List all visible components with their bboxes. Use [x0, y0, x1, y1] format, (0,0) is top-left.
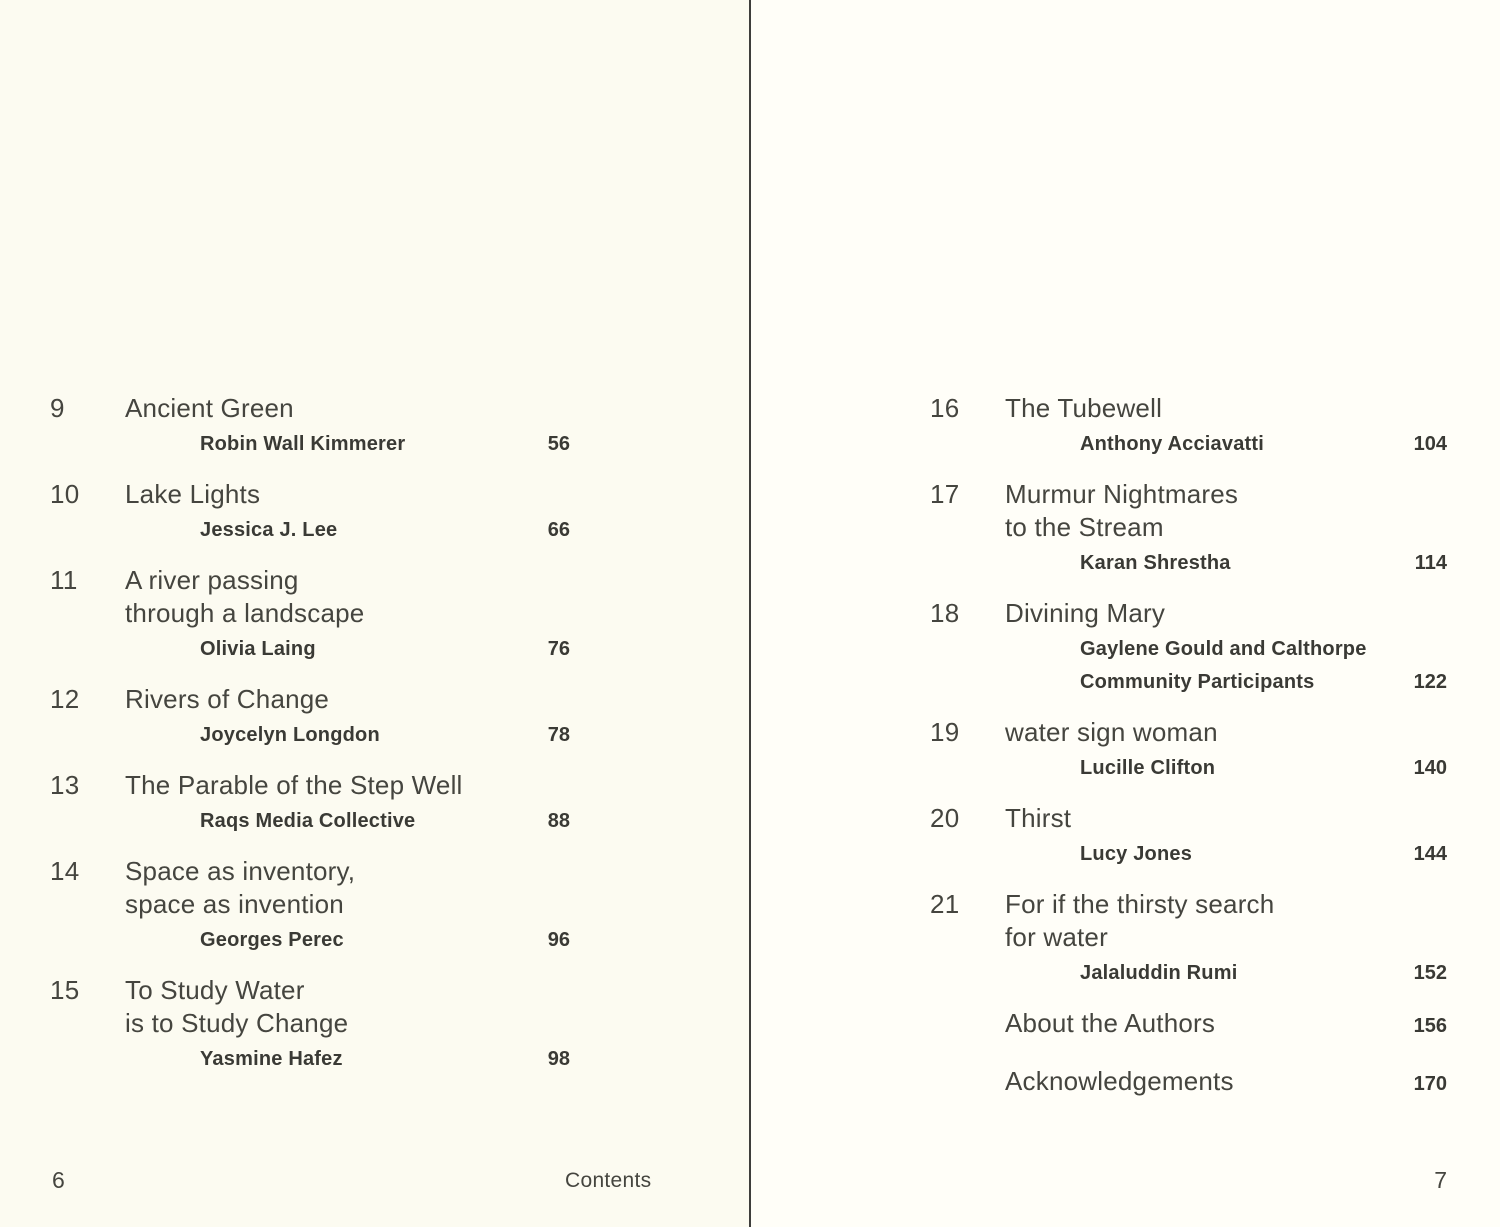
chapter-title: To Study Water — [125, 975, 305, 1005]
toc-extra-entry — [930, 1065, 1447, 1101]
toc-entry — [50, 392, 570, 461]
chapter-title: Lake Lights — [125, 479, 261, 509]
chapter-title: to the Stream — [1005, 512, 1164, 542]
toc-entry — [930, 392, 1447, 461]
chapter-author: Joycelyn Longdon — [200, 724, 380, 746]
chapter-author: Community Participants — [1080, 671, 1315, 693]
chapter-author: Karan Shrestha — [1080, 552, 1231, 574]
chapter-title: space as invention — [125, 889, 344, 919]
chapter-number: 14 — [50, 856, 80, 886]
chapter-page-reference: 88 — [547, 810, 570, 832]
chapter-number: 10 — [50, 479, 80, 509]
toc-entry — [50, 855, 570, 957]
contents-running-label: Contents — [565, 1169, 652, 1192]
chapter-page-reference: 152 — [1413, 962, 1447, 984]
chapter-author: Georges Perec — [200, 929, 344, 951]
chapter-author: Olivia Laing — [200, 638, 316, 660]
chapter-page-reference: 122 — [1413, 671, 1447, 693]
chapter-number: 9 — [50, 393, 65, 423]
toc-entry — [50, 769, 570, 838]
toc-entry — [50, 564, 570, 666]
chapter-number: 21 — [930, 889, 960, 919]
chapter-title: The Parable of the Step Well — [125, 770, 463, 800]
chapter-title: Divining Mary — [1005, 598, 1166, 628]
chapter-author: Raqs Media Collective — [200, 810, 416, 832]
section-title: About the Authors — [1005, 1008, 1216, 1038]
chapter-author: Yasmine Hafez — [200, 1048, 343, 1070]
chapter-page-reference: 98 — [547, 1048, 570, 1070]
chapter-author: Lucille Clifton — [1080, 757, 1216, 779]
chapter-title: Space as inventory, — [125, 856, 356, 886]
chapter-author: Jessica J. Lee — [200, 519, 338, 541]
chapter-title: For if the thirsty search — [1005, 889, 1275, 919]
toc-entry — [930, 802, 1447, 871]
chapter-author: Jalaluddin Rumi — [1080, 962, 1238, 984]
chapter-number: 12 — [50, 684, 80, 714]
chapter-page-reference: 66 — [547, 519, 570, 541]
chapter-number: 20 — [930, 803, 960, 833]
toc-entry — [50, 974, 570, 1076]
chapter-page-reference: 76 — [547, 638, 570, 660]
chapter-title: water sign woman — [1005, 717, 1218, 747]
chapter-title: Ancient Green — [125, 393, 294, 423]
left-page — [0, 0, 749, 1227]
chapter-author: Gaylene Gould and Calthorpe — [1080, 638, 1367, 660]
chapter-title: Thirst — [1005, 803, 1072, 833]
chapter-number: 11 — [50, 565, 78, 595]
chapter-page-reference: 104 — [1413, 433, 1447, 455]
toc-entry — [930, 716, 1447, 785]
chapter-author: Anthony Acciavatti — [1080, 433, 1265, 455]
toc-entry — [930, 478, 1447, 580]
chapter-number: 17 — [930, 479, 960, 509]
chapter-title: The Tubewell — [1005, 393, 1163, 423]
toc-entry — [930, 597, 1447, 699]
chapter-page-reference: 144 — [1413, 843, 1447, 865]
chapter-author: Robin Wall Kimmerer — [200, 433, 406, 455]
chapter-page-reference: 114 — [1414, 552, 1447, 574]
right-page-folio: 7 — [1434, 1167, 1447, 1193]
toc-list-left — [50, 392, 570, 1093]
chapter-page-reference: 140 — [1413, 757, 1447, 779]
chapter-number: 15 — [50, 975, 80, 1005]
left-page-folio: 6 — [52, 1167, 65, 1193]
section-title: Acknowledgements — [1005, 1066, 1234, 1096]
chapter-page-reference: 78 — [547, 724, 570, 746]
chapter-number: 18 — [930, 598, 960, 628]
chapter-title: for water — [1005, 922, 1108, 952]
chapter-number: 19 — [930, 717, 960, 747]
right-page — [751, 0, 1500, 1227]
section-page-reference: 156 — [1413, 1015, 1447, 1037]
toc-extra-entry — [930, 1007, 1447, 1043]
toc-list-right — [930, 392, 1447, 1123]
chapter-page-reference: 96 — [547, 929, 570, 951]
section-page-reference: 170 — [1413, 1073, 1447, 1095]
chapter-page-reference: 56 — [547, 433, 570, 455]
chapter-title: Murmur Nightmares — [1005, 479, 1239, 509]
chapter-title: through a landscape — [125, 598, 365, 628]
chapter-number: 13 — [50, 770, 80, 800]
toc-entry — [50, 478, 570, 547]
chapter-title: Rivers of Change — [125, 684, 330, 714]
chapter-author: Lucy Jones — [1080, 843, 1193, 865]
chapter-number: 16 — [930, 393, 960, 423]
toc-entry — [50, 683, 570, 752]
toc-extras — [930, 1007, 1447, 1101]
chapter-title: is to Study Change — [125, 1008, 349, 1038]
chapter-title: A river passing — [125, 565, 299, 595]
toc-entry — [930, 888, 1447, 990]
